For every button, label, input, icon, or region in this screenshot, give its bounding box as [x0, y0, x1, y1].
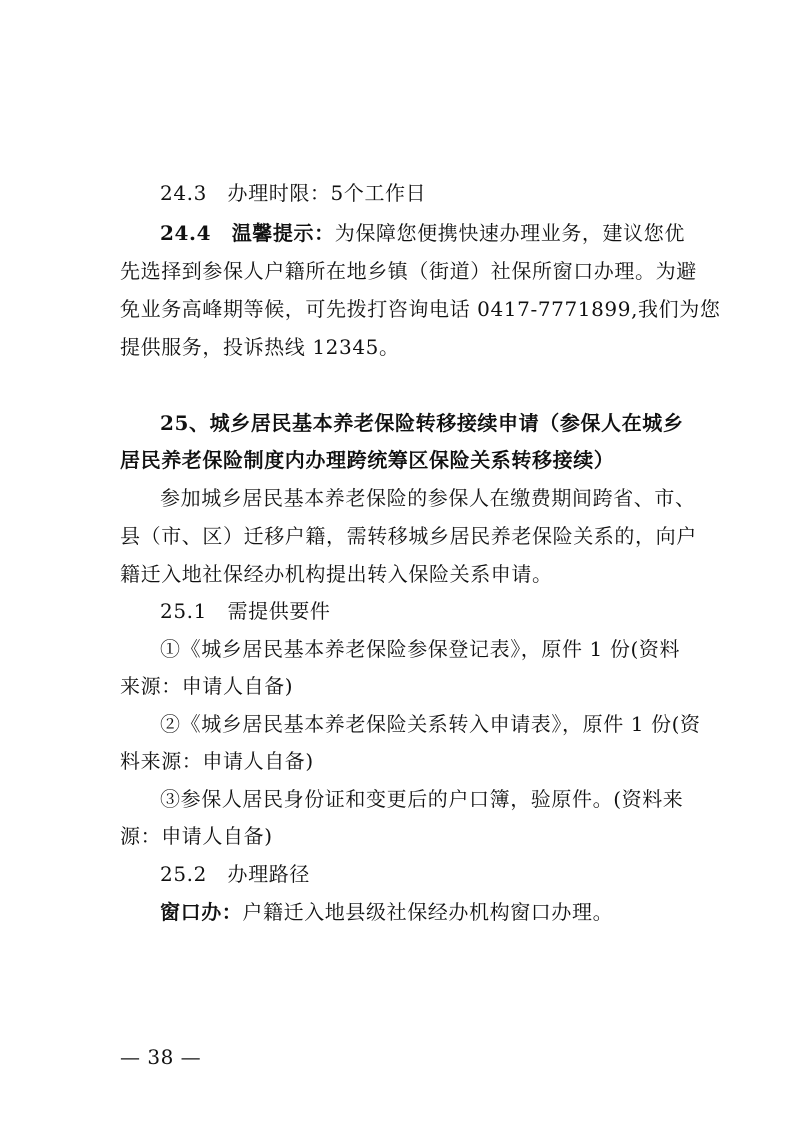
requirement-2-line1: ②《城乡居民基本养老保险关系转入申请表》，原件 1 份(资 — [160, 712, 701, 736]
item-24-4-text: 为保障您便携快速办理业务，建议您优 — [334, 221, 685, 245]
requirement-1-line1: ①《城乡居民基本养老保险参保登记表》，原件 1 份(资料 — [160, 637, 681, 661]
section-25-para-line1: 参加城乡居民基本养老保险的参保人在缴费期间跨省、市、 — [160, 486, 696, 510]
path-label: 窗口办： — [160, 900, 243, 924]
requirement-1-line2: 来源：申请人自备) — [120, 674, 294, 698]
item-25-2: 25.2 办理路径 — [160, 862, 310, 886]
item-24-4-line4: 提供服务，投诉热线 12345。 — [120, 335, 400, 359]
path-text: 户籍迁入地县级社保经办机构窗口办理。 — [242, 900, 614, 924]
requirement-2-line2: 料来源：申请人自备) — [120, 749, 314, 773]
item-24-4-line1 — [160, 220, 685, 246]
item-24-4-label: 24.4 温馨提示： — [160, 221, 335, 245]
item-24-4-line3: 免业务高峰期等候，可先拨打咨询电话 0417-7771899,我们为您 — [120, 297, 721, 321]
item-24-4-line2: 先选择到参保人户籍所在地乡镇（街道）社保所窗口办理。为避 — [120, 259, 697, 283]
section-25-heading-line1: 25、城乡居民基本养老保险转移接续申请（参保人在城乡 — [160, 411, 684, 435]
section-25-heading-line2: 居民养老保险制度内办理跨统筹区保险关系转移接续） — [120, 448, 615, 472]
section-25-para-line3: 籍迁入地社保经办机构提出转入保险关系申请。 — [120, 562, 553, 586]
item-25-1: 25.1 需提供要件 — [160, 599, 331, 623]
requirement-3-line2: 源：申请人自备) — [120, 824, 273, 848]
path-line — [160, 899, 680, 925]
requirement-3-line1: ③参保人居民身份证和变更后的户口簿，验原件。(资料来 — [160, 787, 684, 811]
item-24-3: 24.3 办理时限：5个工作日 — [160, 181, 427, 205]
page-number: — 38 — — [120, 1045, 202, 1069]
section-25-para-line2: 县（市、区）迁移户籍，需转移城乡居民养老保险关系的，向户 — [120, 524, 697, 548]
